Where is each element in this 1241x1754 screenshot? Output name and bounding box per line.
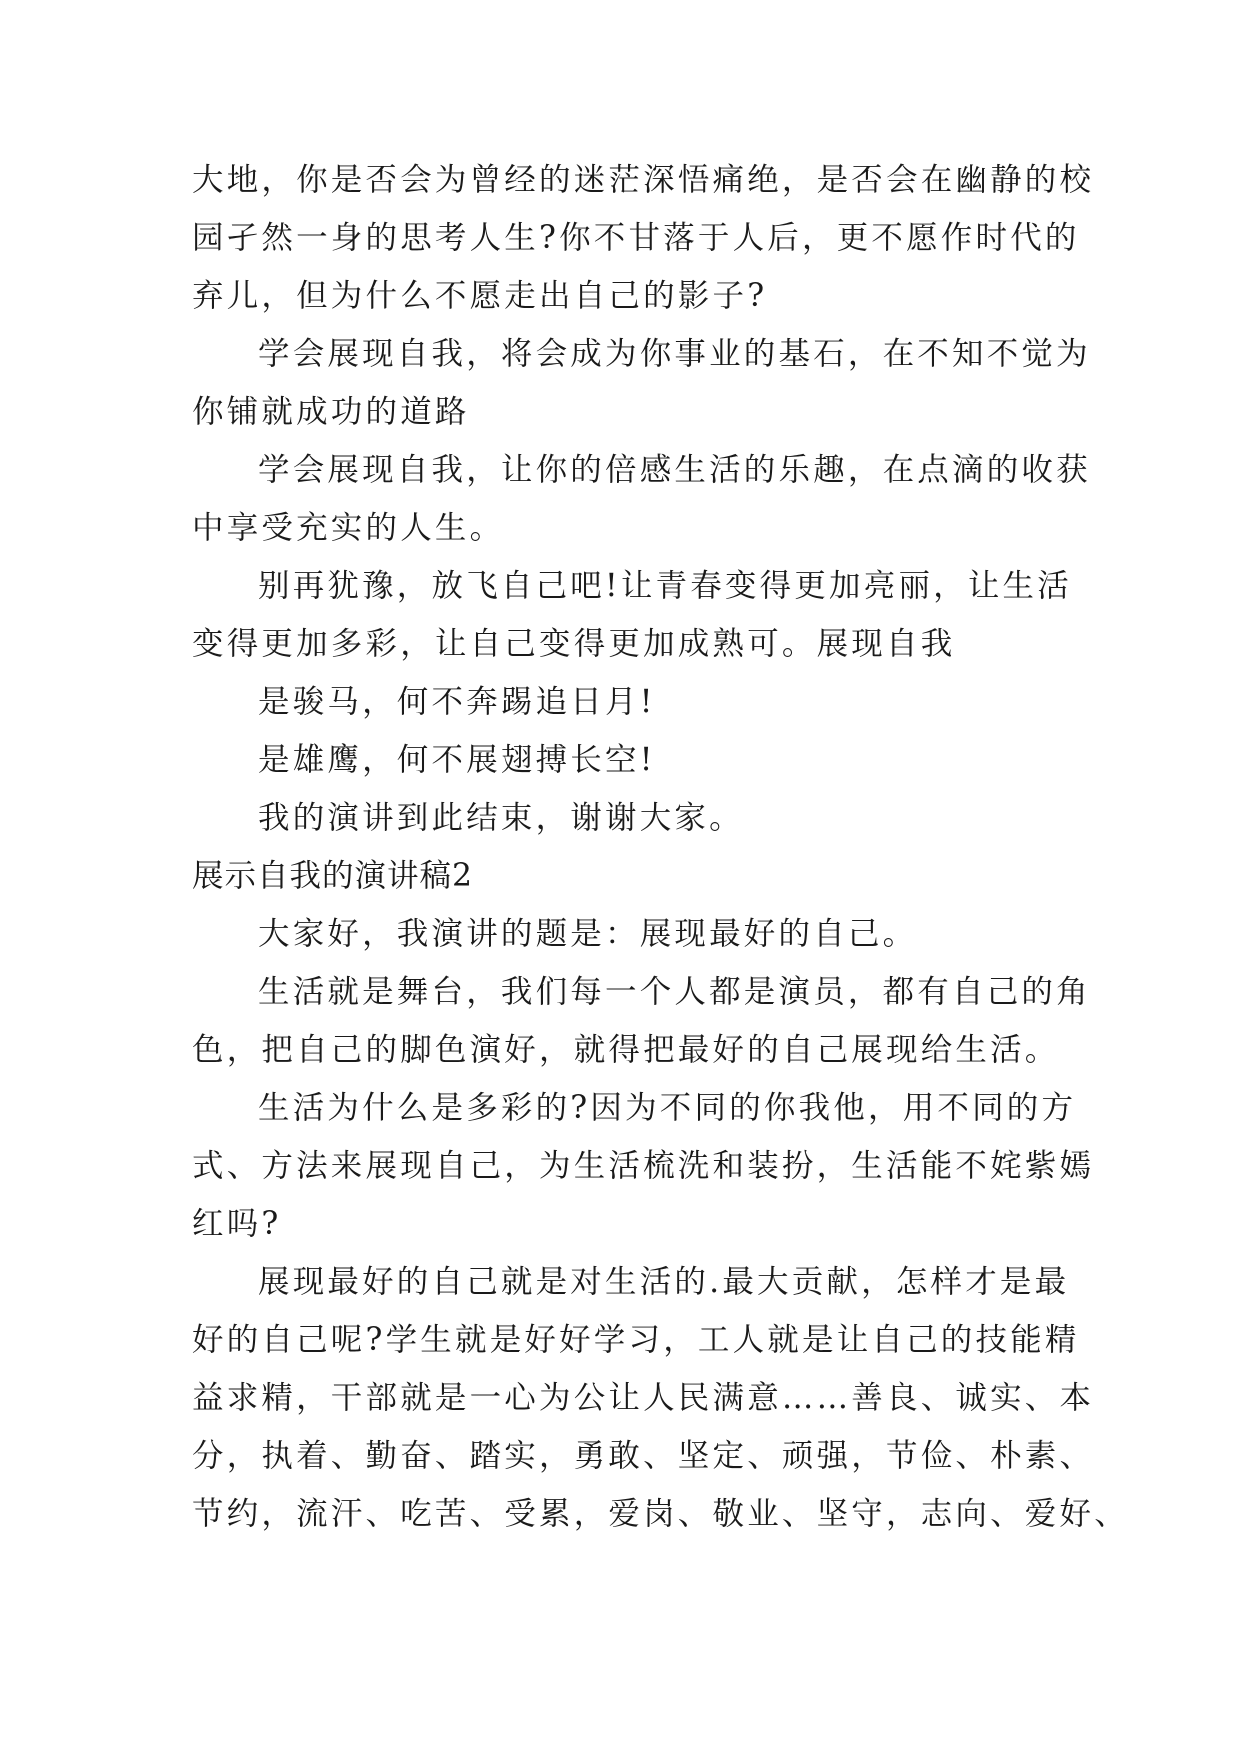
paragraph-start-line: 大家好，我演讲的题是：展现最好的自己。	[258, 916, 918, 952]
section-heading: 展示自我的演讲稿2	[192, 858, 474, 894]
paragraph-start-line: 展现最好的自己就是对生活的.最大贡献，怎样才是最	[258, 1264, 1070, 1300]
paragraph-start-line: 生活为什么是多彩的?因为不同的你我他，用不同的方	[258, 1090, 1077, 1126]
text-line: 益求精，干部就是一心为公让人民满意……善良、诚实、本	[192, 1380, 1095, 1416]
text-line: 大地，你是否会为曾经的迷茫深悟痛绝，是否会在幽静的校	[192, 162, 1095, 198]
text-line: 变得更加多彩，让自己变得更加成熟可。展现自我	[192, 626, 956, 662]
text-line: 弃儿，但为什么不愿走出自己的影子?	[192, 278, 768, 314]
text-line: 色，把自己的脚色演好，就得把最好的自己展现给生活。	[192, 1032, 1060, 1068]
paragraph-start-line: 生活就是舞台，我们每一个人都是演员，都有自己的角	[258, 974, 1091, 1010]
text-line: 节约，流汗、吃苦、受累，爱岗、敬业、坚守，志向、爱好、	[192, 1496, 1129, 1532]
text-line: 园孑然一身的思考人生?你不甘落于人后，更不愿作时代的	[192, 220, 1080, 256]
paragraph-start-line: 是雄鹰，何不展翅搏长空!	[258, 742, 656, 778]
paragraph-start-line: 别再犹豫，放飞自己吧!让青春变得更加亮丽，让生活	[258, 568, 1072, 604]
paragraph-start-line: 学会展现自我，将会成为你事业的基石，在不知不觉为	[258, 336, 1091, 372]
paragraph-start-line: 学会展现自我，让你的倍感生活的乐趣，在点滴的收获	[258, 452, 1091, 488]
text-line: 式、方法来展现自己，为生活梳洗和装扮，生活能不姹紫嫣	[192, 1148, 1095, 1184]
text-line: 中享受充实的人生。	[192, 510, 505, 546]
text-line: 你铺就成功的道路	[192, 394, 470, 430]
paragraph-start-line: 我的演讲到此结束，谢谢大家。	[258, 800, 744, 836]
text-line: 分，执着、勤奋、踏实，勇敢、坚定、顽强，节俭、朴素、	[192, 1438, 1095, 1474]
paragraph-start-line: 是骏马，何不奔踢追日月!	[258, 684, 656, 720]
text-line: 红吗?	[192, 1206, 282, 1242]
text-line: 好的自己呢?学生就是好好学习，工人就是让自己的技能精	[192, 1322, 1080, 1358]
